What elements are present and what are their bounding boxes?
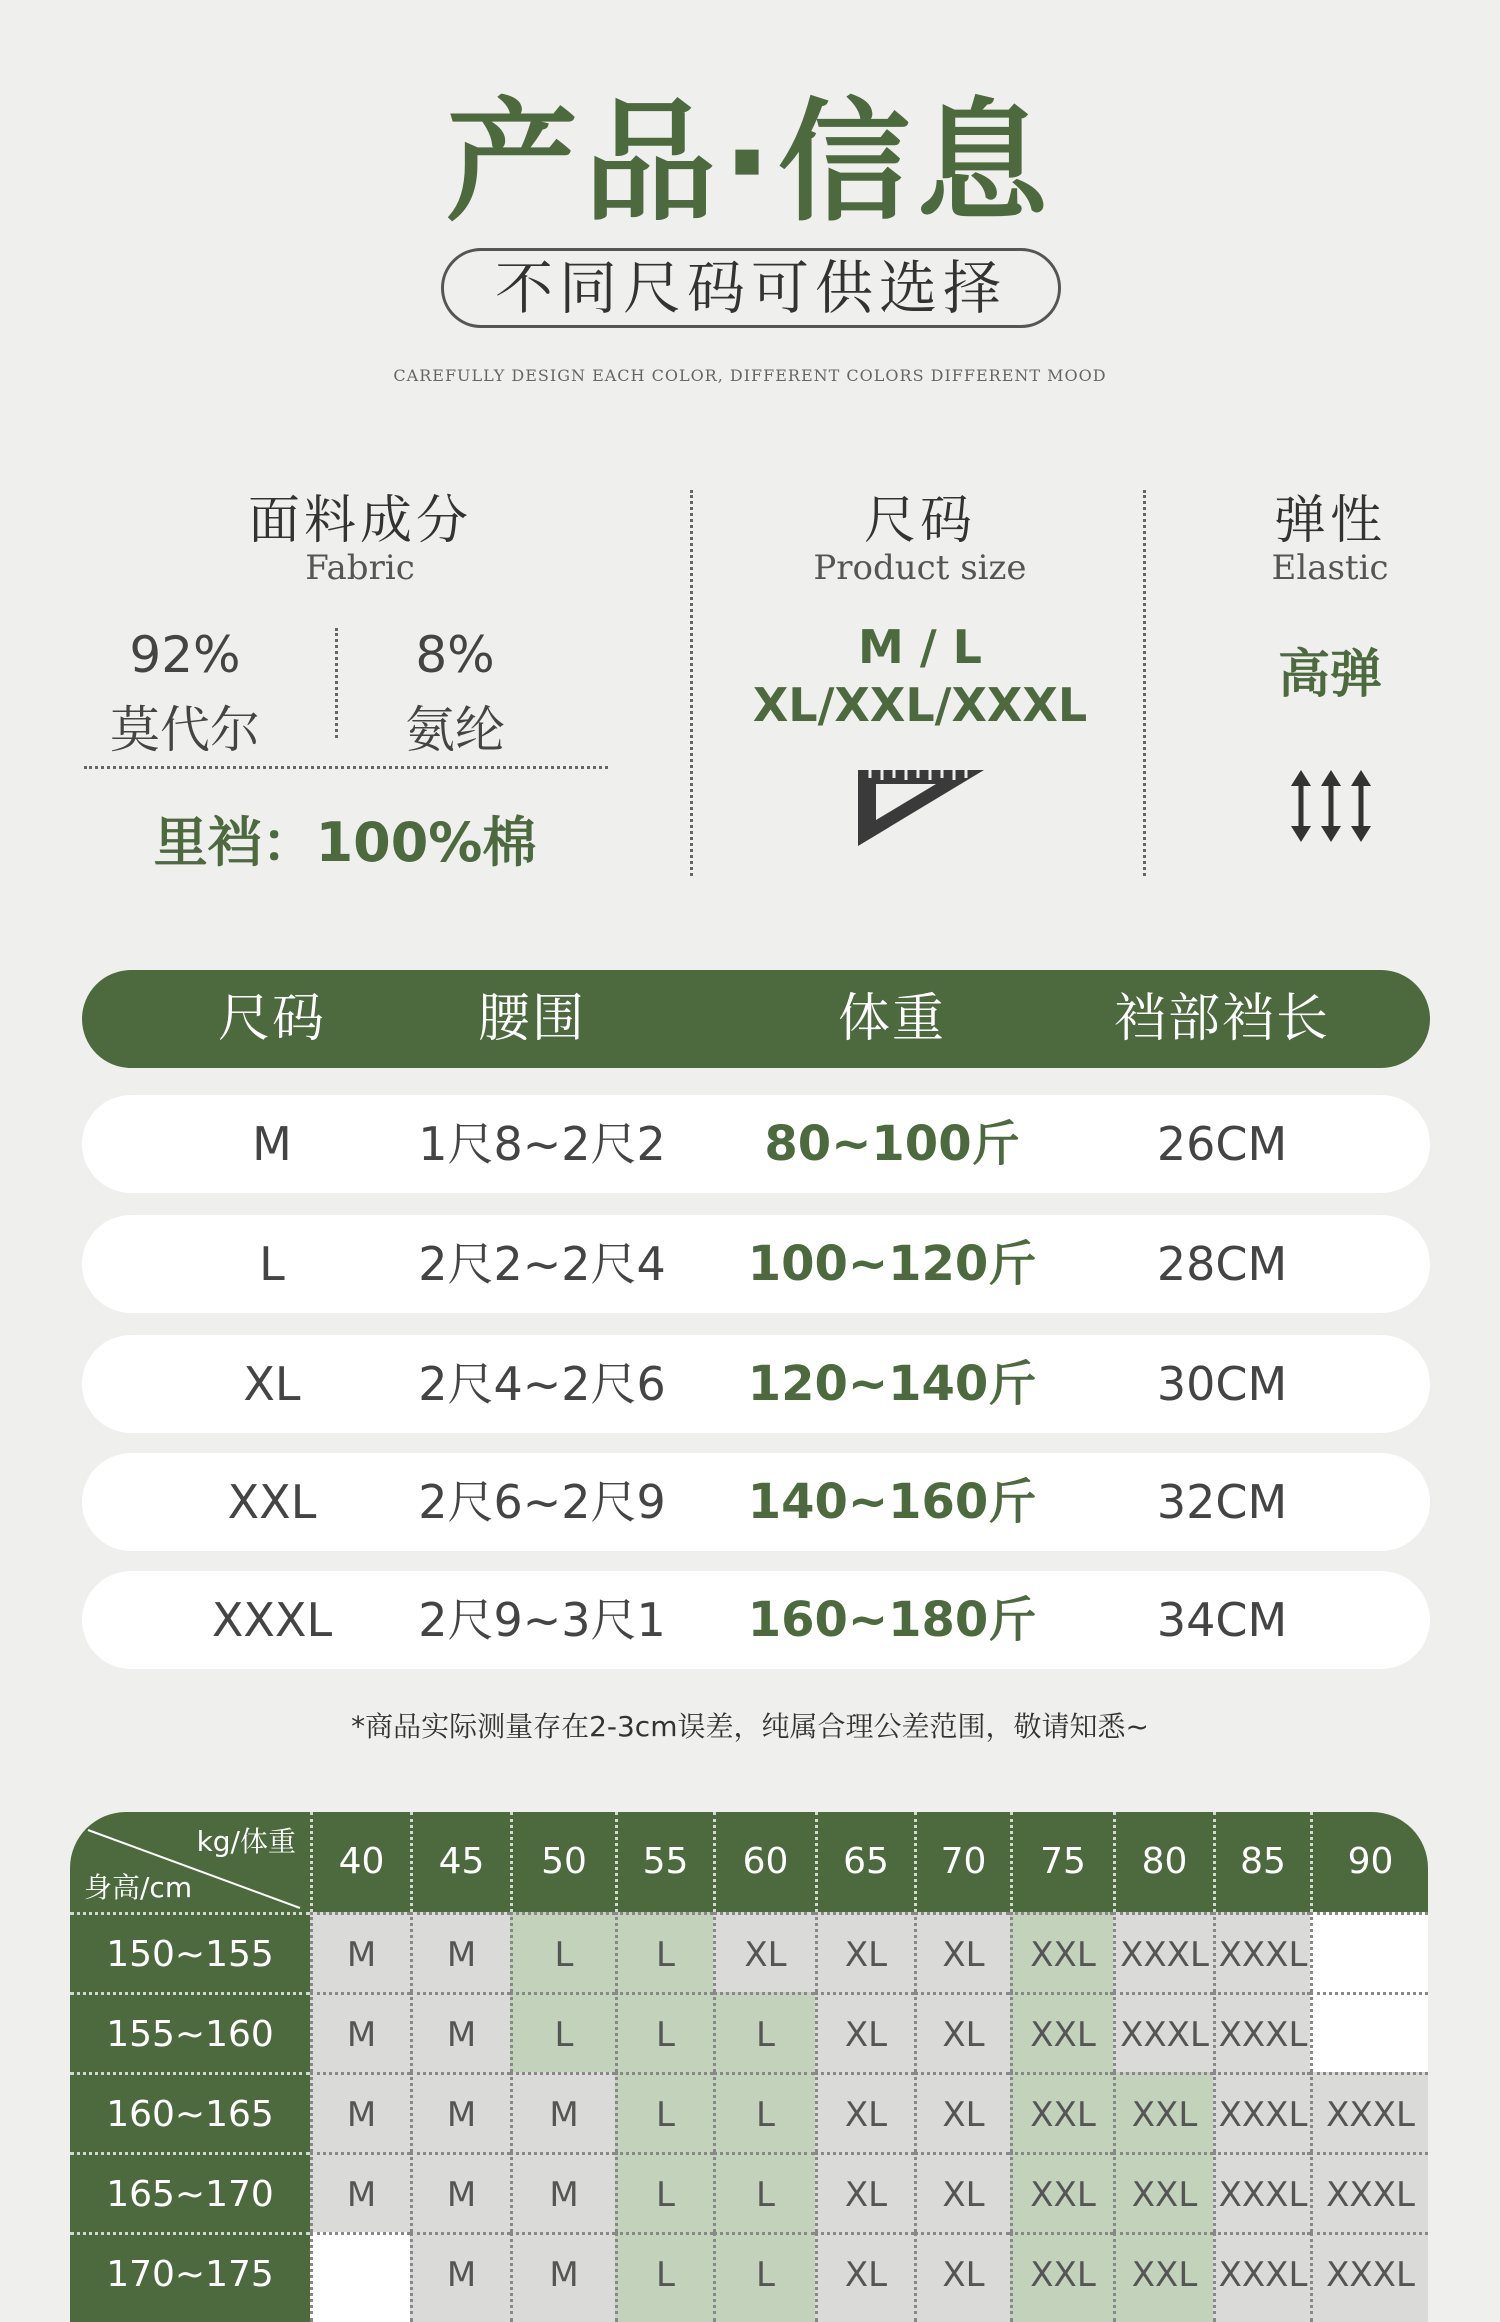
size-grid-cell: M xyxy=(510,2072,615,2152)
size-grid-cell: XL xyxy=(914,2232,1010,2322)
size-grid-cell: M xyxy=(410,1992,510,2072)
elastic-title: 弹性 xyxy=(1273,491,1386,551)
elastic-value: 高弹 xyxy=(1277,645,1382,705)
size-line-2: XL/XXL/XXXL xyxy=(752,678,1088,732)
size-grid-cell: XL xyxy=(815,1912,914,1992)
size-grid-cell: M xyxy=(510,2152,615,2232)
size-grid-cell: M xyxy=(310,1992,410,2072)
size-grid-cell: L xyxy=(713,1992,815,2072)
size-grid-cell: M xyxy=(310,1912,410,1992)
size-grid-cell: XXXL xyxy=(1310,2232,1428,2322)
size-grid-cell: XXL xyxy=(1113,2152,1213,2232)
size-grid-cell: M xyxy=(310,2072,410,2152)
measurement-note: *商品实际测量存在2-3cm误差，纯属合理公差范围，敬请知悉~ xyxy=(351,1710,1149,1743)
size-grid-cell: XXXL xyxy=(1310,2152,1428,2232)
size-title-en: Product size xyxy=(813,548,1027,588)
weight-cell: 100~120斤 xyxy=(747,1236,1037,1292)
size-grid-cell: XL xyxy=(815,2072,914,2152)
size-grid-cell: XL xyxy=(815,2152,914,2232)
section-divider-2 xyxy=(1143,490,1146,876)
elastic-title-en: Elastic xyxy=(1271,548,1389,588)
size-grid-cell: XXXL xyxy=(1113,1992,1213,2072)
size-grid-cell: XL xyxy=(914,1912,1010,1992)
size-cell: XL xyxy=(243,1357,301,1411)
size-grid-cell: XXL xyxy=(1113,2072,1213,2152)
weight-header: 85 xyxy=(1213,1812,1310,1912)
weight-header: 90 xyxy=(1310,1812,1428,1912)
fabric-divider xyxy=(335,628,338,738)
size-grid-cell: XXXL xyxy=(1213,1992,1310,2072)
fabric-part2-pct: 8% xyxy=(415,626,495,684)
corner-weight-label: kg/体重 xyxy=(196,1825,296,1858)
height-row-header: 165~170 xyxy=(70,2152,310,2232)
size-grid-cell: XXL xyxy=(1010,2232,1113,2322)
size-grid-cell: XXXL xyxy=(1213,1912,1310,1992)
height-row-header: 170~175 xyxy=(70,2232,310,2322)
size-grid-cell: L xyxy=(615,2072,713,2152)
size-grid-cell: L xyxy=(615,1992,713,2072)
weight-header: 80 xyxy=(1113,1812,1213,1912)
rise-cell: 32CM xyxy=(1156,1475,1288,1529)
waist-cell: 2尺4~2尺6 xyxy=(418,1357,666,1411)
size-row-xxxl xyxy=(82,1571,1430,1669)
fabric-part1-pct: 92% xyxy=(129,626,241,684)
size-grid-cell: XL xyxy=(713,1912,815,1992)
size-grid-cell: L xyxy=(510,1992,615,2072)
size-grid-cell: XL xyxy=(914,2072,1010,2152)
size-grid-cell: M xyxy=(410,2152,510,2232)
fabric-part1-name: 莫代尔 xyxy=(110,701,260,759)
size-cell: M xyxy=(252,1117,292,1171)
weight-cell: 120~140斤 xyxy=(747,1356,1037,1412)
size-cell: XXXL xyxy=(211,1593,333,1647)
section-divider-1 xyxy=(690,490,693,876)
size-row-m xyxy=(82,1095,1430,1193)
size-line-1: M / L xyxy=(858,620,982,674)
size-grid-cell: XXL xyxy=(1010,2072,1113,2152)
size-row-xl xyxy=(82,1335,1430,1433)
corner-height-label: 身高/cm xyxy=(84,1871,193,1904)
size-cell: XXL xyxy=(227,1475,317,1529)
fabric-title: 面料成分 xyxy=(247,491,472,551)
weight-cell: 80~100斤 xyxy=(764,1116,1020,1172)
weight-cell: 160~180斤 xyxy=(747,1592,1037,1648)
weight-header: 50 xyxy=(510,1812,615,1912)
size-header-waist: 腰围 xyxy=(477,989,586,1049)
weight-header: 75 xyxy=(1010,1812,1113,1912)
weight-header: 55 xyxy=(615,1812,713,1912)
size-grid-cell: XL xyxy=(914,2152,1010,2232)
size-grid-cell: XXL xyxy=(1113,2232,1213,2322)
weight-header: 70 xyxy=(914,1812,1010,1912)
size-grid-cell: M xyxy=(310,2152,410,2232)
height-row-header: 160~165 xyxy=(70,2072,310,2152)
weight-header: 65 xyxy=(815,1812,914,1912)
size-grid-cell: XL xyxy=(914,1992,1010,2072)
size-grid-cell: M xyxy=(410,2072,510,2152)
lining-note: 里裆：100%棉 xyxy=(153,811,537,874)
tagline: CAREFULLY DESIGN EACH COLOR, DIFFERENT COLORS DIFFERENT MOOD xyxy=(393,366,1107,385)
size-grid-cell xyxy=(1310,1992,1428,2072)
size-grid-cell: L xyxy=(510,1912,615,1992)
size-grid-cell xyxy=(310,2232,410,2322)
grid-corner xyxy=(70,1812,310,1912)
size-grid-cell xyxy=(1310,1912,1428,1992)
stretch-arrows-icon xyxy=(1286,770,1376,842)
size-row-l xyxy=(82,1215,1430,1313)
grid-header xyxy=(70,1812,1428,1912)
size-grid-cell: XXL xyxy=(1010,2152,1113,2232)
fabric-title-en: Fabric xyxy=(305,548,415,588)
size-table-header xyxy=(82,970,1430,1068)
size-grid-cell: XL xyxy=(815,1992,914,2072)
ruler-triangle-icon xyxy=(856,768,986,848)
subtitle-pill: 不同尺码可供选择 xyxy=(441,248,1061,328)
waist-cell: 2尺9~3尺1 xyxy=(418,1593,666,1647)
size-grid-cell: M xyxy=(510,2232,615,2322)
height-row-header: 150~155 xyxy=(70,1912,310,1992)
size-grid-cell: L xyxy=(713,2232,815,2322)
size-grid-cell: XXXL xyxy=(1310,2072,1428,2152)
size-grid-cell: XXXL xyxy=(1213,2072,1310,2152)
waist-cell: 2尺2~2尺4 xyxy=(418,1237,666,1291)
size-grid-cell: XL xyxy=(815,2232,914,2322)
size-header-rise: 裆部裆长 xyxy=(1113,989,1330,1049)
size-header-weight: 体重 xyxy=(837,989,946,1049)
size-cell: L xyxy=(259,1237,285,1291)
rise-cell: 26CM xyxy=(1156,1117,1288,1171)
rise-cell: 34CM xyxy=(1156,1593,1288,1647)
size-grid-cell: M xyxy=(410,1912,510,1992)
fabric-part2-name: 氨纶 xyxy=(405,701,505,759)
size-grid-cell: M xyxy=(410,2232,510,2322)
waist-cell: 2尺6~2尺9 xyxy=(418,1475,666,1529)
size-grid-cell: XXL xyxy=(1010,1992,1113,2072)
weight-header: 45 xyxy=(410,1812,510,1912)
waist-cell: 1尺8~2尺2 xyxy=(418,1117,666,1171)
size-row-xxl xyxy=(82,1453,1430,1551)
size-grid-cell: L xyxy=(615,1912,713,1992)
fabric-hdivider xyxy=(84,766,608,769)
size-grid-cell: L xyxy=(713,2152,815,2232)
size-grid-cell: L xyxy=(615,2152,713,2232)
size-grid xyxy=(70,1812,1428,2322)
size-grid-cell: XXXL xyxy=(1213,2232,1310,2322)
size-grid-cell: XXXL xyxy=(1113,1912,1213,1992)
size-grid-cell: XXXL xyxy=(1213,2152,1310,2232)
size-grid-cell: L xyxy=(713,2072,815,2152)
rise-cell: 28CM xyxy=(1156,1237,1288,1291)
size-title: 尺码 xyxy=(863,491,976,551)
rise-cell: 30CM xyxy=(1156,1357,1288,1411)
size-header-size: 尺码 xyxy=(217,989,326,1049)
page-title: 产品·信息 xyxy=(445,86,1055,240)
weight-cell: 140~160斤 xyxy=(747,1474,1037,1530)
weight-header: 40 xyxy=(310,1812,410,1912)
size-grid-cell: XXL xyxy=(1010,1912,1113,1992)
size-grid-cell: L xyxy=(615,2232,713,2322)
weight-header: 60 xyxy=(713,1812,815,1912)
height-row-header: 155~160 xyxy=(70,1992,310,2072)
